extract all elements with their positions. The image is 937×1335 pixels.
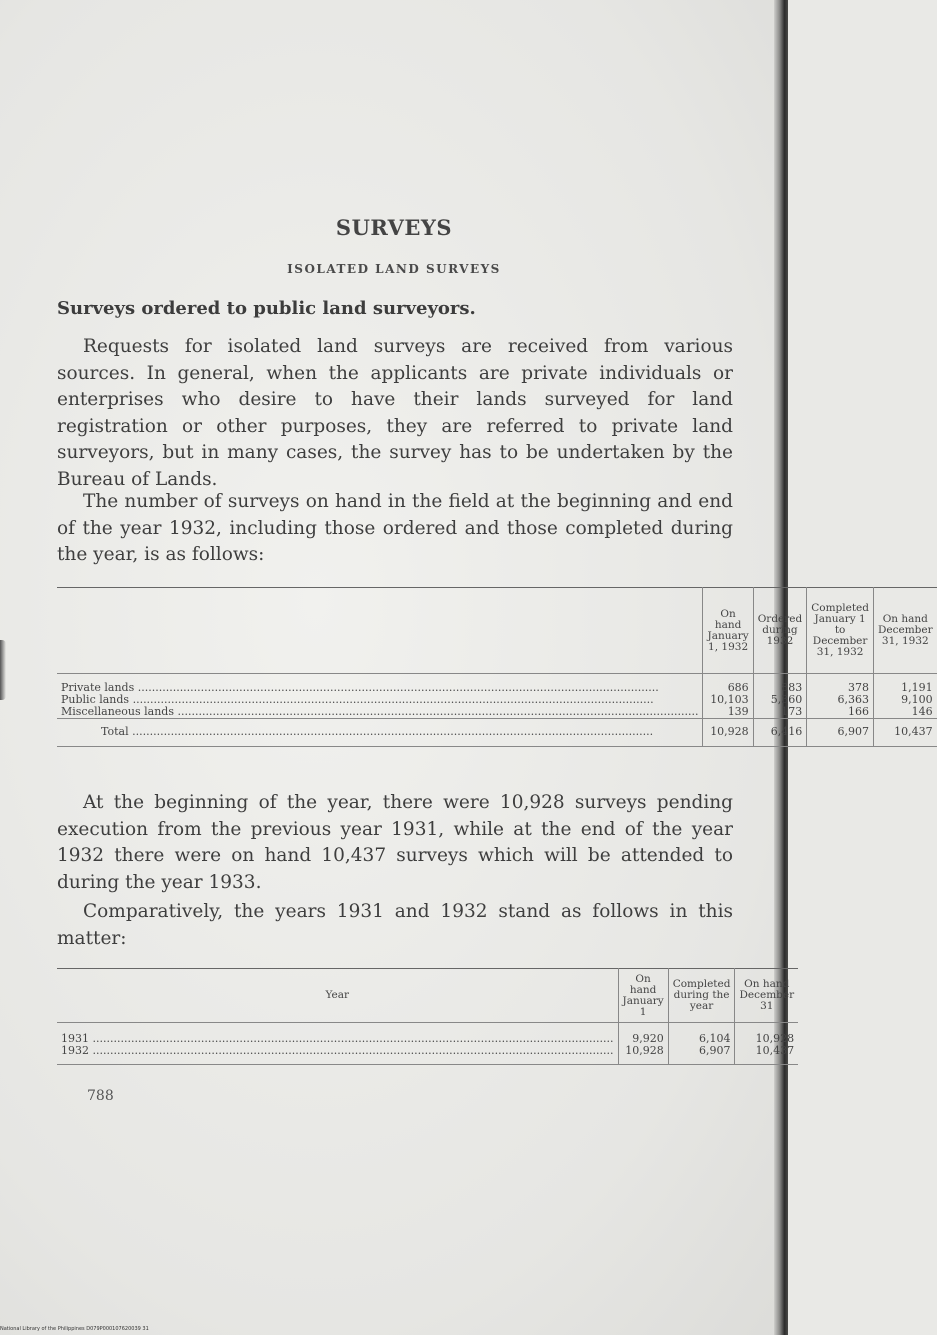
- table-cell: 6,907: [668, 1045, 735, 1065]
- section-subtitle: ISOLATED LAND SURVEYS: [287, 262, 501, 276]
- table-row: [57, 706, 937, 719]
- page-number: 788: [87, 1088, 114, 1104]
- table-row: [57, 1045, 798, 1065]
- table2-header-on-hand-jan: On hand January 1: [618, 969, 668, 1023]
- surveys-1932-table: [57, 587, 937, 747]
- table1-header-ordered: Ordered during 1932: [753, 588, 807, 674]
- table-cell: 10,928: [735, 1033, 798, 1045]
- table-cell: 6,907: [807, 718, 874, 746]
- table-cell: 146: [873, 706, 936, 719]
- paragraph-beginning-of-year: At the beginning of the year, there were 10,928 surveys pending execution from the previous year 1931, while at the end of the year 1932 there were on hand 10,437 surveys which will be attended to during the year 1933.: [57, 792, 733, 893]
- table1-header-on-hand-dec: On hand December 31, 1932: [873, 588, 936, 674]
- paragraph-number-of-surveys: The number of surveys on hand in the field at the beginning and end of the year 1932, including those ordered and those completed during the year, is as follows:: [57, 491, 733, 565]
- table-cell: 139: [703, 706, 753, 719]
- row-label: 1932 .....: [57, 1045, 618, 1065]
- table-row: [57, 694, 937, 706]
- table-row: [57, 1033, 798, 1045]
- table-cell: 9,100: [873, 694, 936, 706]
- row-label: 1931 .....: [57, 1033, 618, 1045]
- table-cell: 6,416: [753, 718, 807, 746]
- table-cell: 10,103: [703, 694, 753, 706]
- table-cell: 686: [703, 682, 753, 694]
- table-cell: 173: [753, 706, 807, 719]
- table2-header-on-hand-dec: On hand December 31: [735, 969, 798, 1023]
- row-label: Public lands .....: [57, 694, 703, 706]
- section-heading: Surveys ordered to public land surveyors.: [57, 298, 476, 319]
- table-cell: 9,920: [618, 1033, 668, 1045]
- total-label: Total .....: [57, 718, 703, 746]
- scan-shadow: [0, 640, 6, 700]
- table-cell: 166: [807, 706, 874, 719]
- row-label: Private lands .....: [57, 682, 703, 694]
- table-cell: 6,104: [668, 1033, 735, 1045]
- table1-header-completed: Completed January 1 to December 31, 1932: [807, 588, 874, 674]
- table-cell: 1,191: [873, 682, 936, 694]
- row-label: Miscellaneous lands .....: [57, 706, 703, 719]
- paragraph-comparatively: Comparatively, the years 1931 and 1932 stand as follows in this matter:: [57, 901, 733, 949]
- table-row: [57, 682, 937, 694]
- page-title: SURVEYS: [335, 215, 453, 240]
- comparison-table: [57, 968, 798, 1065]
- table-cell: 378: [807, 682, 874, 694]
- table-cell: 10,928: [703, 718, 753, 746]
- table-cell: 10,437: [873, 718, 936, 746]
- table1-header-on-hand-jan: On hand January 1, 1932: [703, 588, 753, 674]
- table-cell: 10,928: [618, 1045, 668, 1065]
- table-cell: 10,437: [735, 1045, 798, 1065]
- table-cell: 883: [753, 682, 807, 694]
- table-cell: 5,360: [753, 694, 807, 706]
- table1-stub-header: [57, 588, 703, 674]
- paragraph-requests: Requests for isolated land surveys are received from various sources. In general, when the applicants are private individuals or enterprises who desire to have their lands surveyed for land registration or other purposes, they are referred to private land surveyors, but in many cases, the survey has to be undertaken by the Bureau of Lands.: [57, 336, 733, 490]
- table2-header-completed: Completed during the year: [668, 969, 735, 1023]
- table2-header-year: Year: [325, 989, 349, 1001]
- table-total-row: [57, 718, 937, 746]
- scan-credit: National Library of the Philippines D079P000107620039 31: [0, 1326, 149, 1332]
- table-cell: 6,363: [807, 694, 874, 706]
